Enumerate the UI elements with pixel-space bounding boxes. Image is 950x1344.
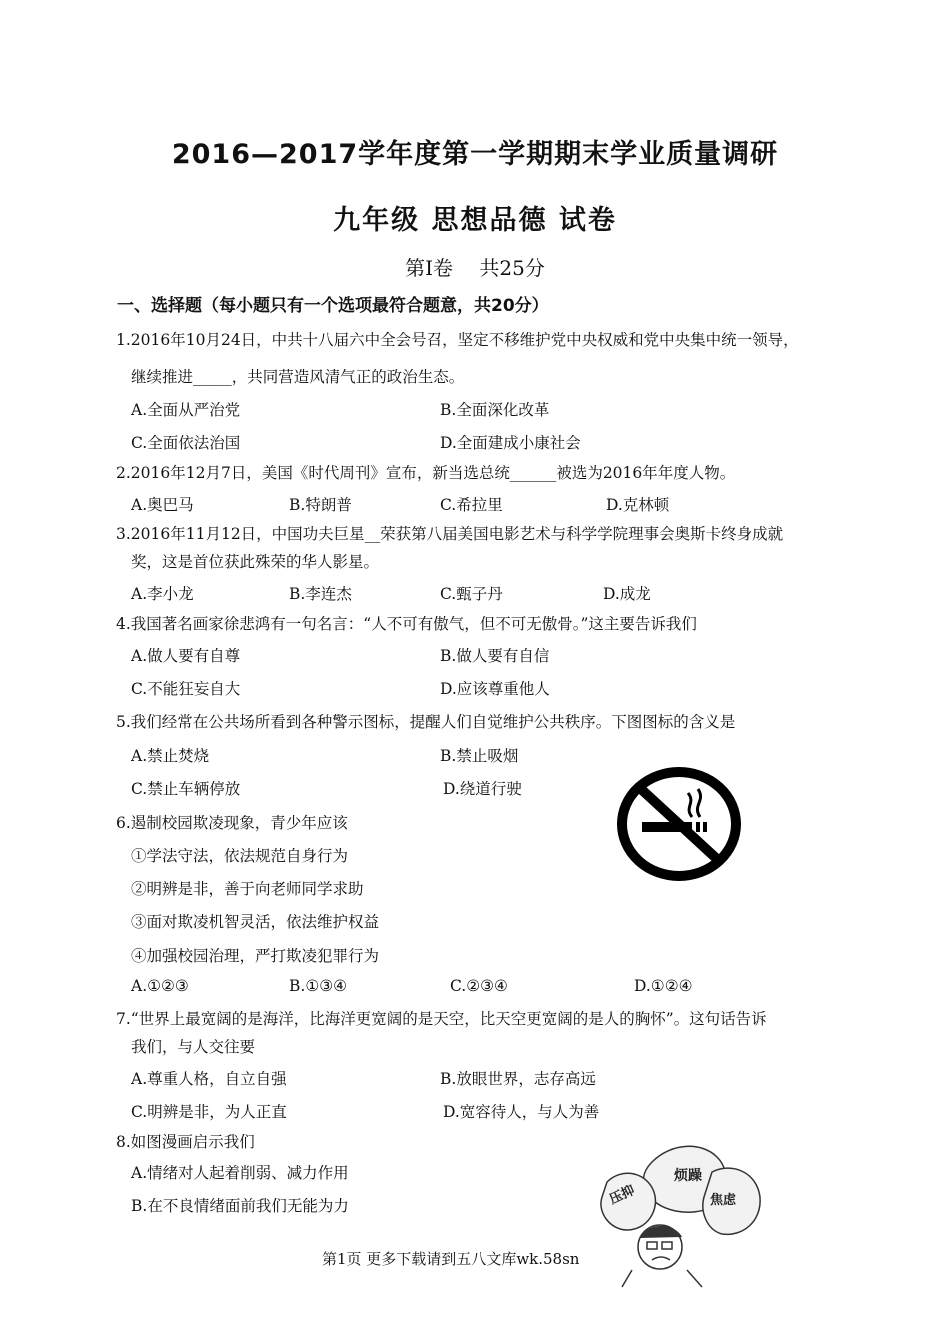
emotion-cartoon [592, 1142, 767, 1292]
q7-option-a: A.尊重人格，自立自强 [131, 1070, 287, 1088]
q4-option-d: D.应该尊重他人 [440, 680, 550, 698]
q5-option-c: C.禁止车辆停放 [131, 780, 241, 798]
question-1-line-1: 1.2016年10月24日，中共十八届六中全会号召，坚定不移维护党中央权威和党中央集中统一领导， [116, 331, 799, 349]
q1-option-d: D.全面建成小康社会 [440, 434, 581, 452]
question-3-line-2: 奖，这是首位获此殊荣的华人影星。 [131, 553, 380, 571]
question-4-line-1: 4.我国著名画家徐悲鸿有一句名言：“人不可有傲气，但不可无傲骨。”这主要告诉我们 [116, 615, 697, 633]
q6-option-d: D.①②④ [634, 977, 693, 995]
question-6-item-1: ①学法守法，依法规范自身行为 [131, 847, 349, 865]
question-6-item-4: ④加强校园治理，严打欺凌犯罪行为 [131, 947, 380, 965]
exam-title: 2016—2017学年度第一学期期末学业质量调研 [171, 139, 779, 170]
exam-subtitle: 九年级 思想品德 试卷 [333, 205, 617, 236]
q5-option-a: A.禁止焚烧 [131, 747, 210, 765]
q1-option-c: C.全面依法治国 [131, 434, 241, 452]
question-7-line-1: 7.“世界上最宽阔的是海洋，比海洋更宽阔的是天空，比天空更宽阔的是人的胸怀”。这句话告诉 [116, 1010, 767, 1028]
q5-option-d: D.绕道行驶 [443, 780, 522, 798]
no-smoking-sign-icon [614, 765, 744, 883]
cartoon-word-2: 压抑 [607, 1183, 638, 1208]
q3-option-b: B.李连杰 [289, 585, 352, 603]
q2-option-b: B.特朗普 [289, 496, 352, 514]
q4-option-a: A.做人要有自尊 [131, 647, 241, 665]
question-1-line-2: 继续推进_____，共同营造风清气正的政治生态。 [131, 368, 465, 386]
cartoon-word-1: 烦躁 [674, 1168, 702, 1184]
question-5-line-1: 5.我们经常在公共场所看到各种警示图标，提醒人们自觉维护公共秩序。下图图标的含义是 [116, 713, 736, 731]
q2-option-c: C.希拉里 [440, 496, 503, 514]
q7-option-b: B.放眼世界，志存高远 [440, 1070, 596, 1088]
page-footer: 第1页 更多下载请到五八文库wk.58sn [322, 1250, 580, 1268]
q3-option-c: C.甄子丹 [440, 585, 503, 603]
cartoon-word-3: 焦虑 [710, 1193, 737, 1208]
q7-option-c: C.明辨是非，为人正直 [131, 1103, 287, 1121]
q3-option-a: A.李小龙 [131, 585, 194, 603]
section-heading: 一、选择题（每小题只有一个选项最符合题意，共20分） [117, 296, 549, 316]
part-heading: 第Ⅰ卷 共25分 [405, 256, 545, 280]
q7-option-d: D.宽容待人，与人为善 [443, 1103, 600, 1121]
q6-option-b: B.①③④ [289, 977, 348, 995]
question-6-item-3: ③面对欺凌机智灵活，依法维护权益 [131, 913, 380, 931]
q6-option-c: C.②③④ [450, 977, 508, 995]
q1-option-a: A.全面从严治党 [131, 401, 241, 419]
q6-option-a: A.①②③ [131, 977, 189, 995]
question-6-line-1: 6.遏制校园欺凌现象，青少年应该 [116, 814, 348, 832]
question-7-line-2: 我们，与人交往要 [131, 1038, 256, 1056]
q3-option-d: D.成龙 [603, 585, 651, 603]
q8-option-a: A.情绪对人起着削弱、减力作用 [131, 1164, 349, 1182]
q4-option-c: C.不能狂妄自大 [131, 680, 241, 698]
question-6-item-2: ②明辨是非，善于向老师同学求助 [131, 880, 364, 898]
q4-option-b: B.做人要有自信 [440, 647, 550, 665]
question-8-line-1: 8.如图漫画启示我们 [116, 1133, 255, 1151]
q2-option-a: A.奥巴马 [131, 496, 194, 514]
q1-option-b: B.全面深化改革 [440, 401, 550, 419]
q5-option-b: B.禁止吸烟 [440, 747, 519, 765]
q8-option-b: B.在不良情绪面前我们无能为力 [131, 1197, 349, 1215]
q2-option-d: D.克林顿 [606, 496, 670, 514]
question-2-line-1: 2.2016年12月7日，美国《时代周刊》宣布，新当选总统______被选为2016年年度人物。 [116, 464, 736, 482]
question-3-line-1: 3.2016年11月12日，中国功夫巨星__荣获第八届美国电影艺术与科学学院理事会奥斯卡终身成就 [116, 525, 784, 543]
